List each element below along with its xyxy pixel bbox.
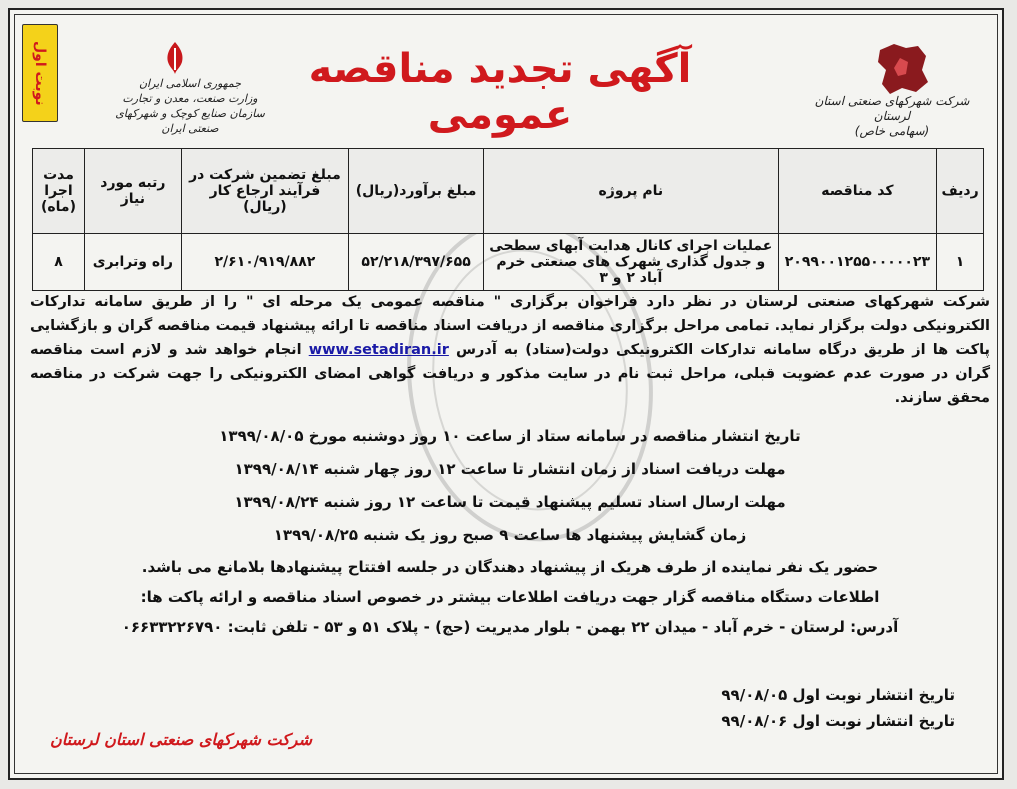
table-header-row bbox=[33, 149, 984, 234]
iran-emblem-icon bbox=[160, 40, 190, 76]
tender-table bbox=[32, 148, 984, 291]
footer-company-name: شرکت شهرکهای صنعتی استان لرستان bbox=[50, 730, 313, 749]
notice-paragraph bbox=[30, 290, 990, 410]
col-required-grade: رتبه مورد نیاز bbox=[85, 149, 182, 234]
publication-dates bbox=[695, 682, 955, 734]
cell-estimated-amount: ۵۲/۲۱۸/۳۹۷/۶۵۵ bbox=[349, 234, 484, 291]
col-estimated-amount: مبلغ برآورد(ریال) bbox=[349, 149, 484, 234]
cell-project-name: عملیات اجرای کانال هدایت آبهای سطحی و جدول گذاری شهرک های صنعتی خرم آباد ۲ و ۳ bbox=[484, 234, 779, 291]
gov-line: جمهوری اسلامی ایران bbox=[138, 77, 242, 90]
schedule-line: مهلت ارسال اسناد تسلیم پیشنهاد قیمت تا ساعت ۱۲ روز شنبه ۱۳۹۹/۰۸/۲۴ bbox=[234, 493, 786, 511]
schedule-line: تاریخ انتشار مناقصه در سامانه ستاد از ساعت ۱۰ روز دوشنبه مورخ ۱۳۹۹/۰۸/۰۵ bbox=[219, 427, 801, 445]
col-duration: مدت اجرا (ماه) bbox=[33, 149, 85, 234]
edition-badge: نوبت اول bbox=[22, 24, 58, 122]
schedule-list bbox=[160, 420, 860, 552]
notice-title: آگهی تجدید مناقصه عمومی bbox=[308, 46, 692, 138]
publication-line: تاریخ انتشار نوبت اول ۹۹/۰۸/۰۶ bbox=[721, 712, 955, 730]
contact-notes bbox=[40, 552, 980, 642]
table-row bbox=[33, 234, 984, 291]
col-tender-code: کد مناقصه bbox=[778, 149, 936, 234]
paragraph-part: انجام خواهد شد و لازم است مناقصه گران در صورت عدم عضویت قبلی، مراحل ثبت نام در سایت مذکور و دریافت گواهی امضای الکترونیکی را جهت شرکت در مناقصه محقق سازند. bbox=[30, 342, 990, 406]
setadiran-link[interactable]: www.setadiran.ir bbox=[308, 342, 449, 358]
gov-line: سازمان صنایع کوچک و شهرکهای صنعتی ایران bbox=[115, 107, 265, 135]
company-header bbox=[812, 94, 972, 139]
cell-tender-code: ۲۰۹۹۰۰۱۲۵۵۰۰۰۰۰۲۳ bbox=[778, 234, 936, 291]
government-header bbox=[100, 76, 280, 136]
note-line: حضور یک نفر نماینده از طرف هریک از پیشنهاد دهندگان در جلسه افتتاح پیشنهادها بلامانع می باشد. bbox=[141, 558, 879, 576]
cell-required-grade: راه وترابری bbox=[85, 234, 182, 291]
company-line: (سهامی خاص) bbox=[854, 124, 930, 138]
schedule-line: زمان گشایش پیشنهاد ها ساعت ۹ صبح روز یک شنبه ۱۳۹۹/۰۸/۲۵ bbox=[273, 526, 747, 544]
col-project-name: نام پروژه bbox=[484, 149, 779, 234]
col-guarantee-amount: مبلغ تضمین شرکت در فرآیند ارجاع کار (ریال) bbox=[181, 149, 349, 234]
tender-type-quote: " مناقصه عمومی یک مرحله ای " bbox=[245, 294, 502, 310]
publication-line: تاریخ انتشار نوبت اول ۹۹/۰۸/۰۵ bbox=[721, 686, 955, 704]
notice-header bbox=[10, 10, 1002, 138]
cell-row-number: ۱ bbox=[937, 234, 984, 291]
address-line: آدرس: لرستان - خرم آباد - میدان ۲۲ بهمن - بلوار مدیریت (حج) - پلاک ۵۱ و ۵۳ - تلفن ثابت: ۰۶۶۳۳۲۲۶۷۹۰ bbox=[121, 618, 899, 636]
note-line: اطلاعات دستگاه مناقصه گزار جهت دریافت اطلاعات بیشتر در خصوص اسناد مناقصه و ارائه پاکت ها: bbox=[140, 588, 880, 606]
col-row-number: ردیف bbox=[937, 149, 984, 234]
company-line: شرکت شهرکهای صنعتی استان لرستان bbox=[814, 94, 970, 123]
schedule-line: مهلت دریافت اسناد از زمان انتشار تا ساعت ۱۲ روز چهار شنبه ۱۳۹۹/۰۸/۱۴ bbox=[234, 460, 786, 478]
gov-line: وزارت صنعت، معدن و تجارت bbox=[122, 92, 258, 105]
cell-duration: ۸ bbox=[33, 234, 85, 291]
cell-guarantee-amount: ۲/۶۱۰/۹۱۹/۸۸۲ bbox=[181, 234, 349, 291]
province-map-icon bbox=[872, 40, 932, 98]
paragraph-part: را از طریق سامانه تدارکات الکترونیکی دولت برگزار نماید. تمامی مراحل برگزاری مناقصه از دریافت اسناد مناقصه تا ارائه پیشنهاد قیمت مناقصه گران و بازگشایی پاکت ها از طریق درگاه سامانه تدارکات الکترونیکی دولت(ستاد) به آدرس bbox=[30, 294, 990, 358]
paragraph-part: شرکت شهرکهای صنعتی لرستان در نظر دارد فراخوان برگزاری bbox=[501, 294, 990, 310]
